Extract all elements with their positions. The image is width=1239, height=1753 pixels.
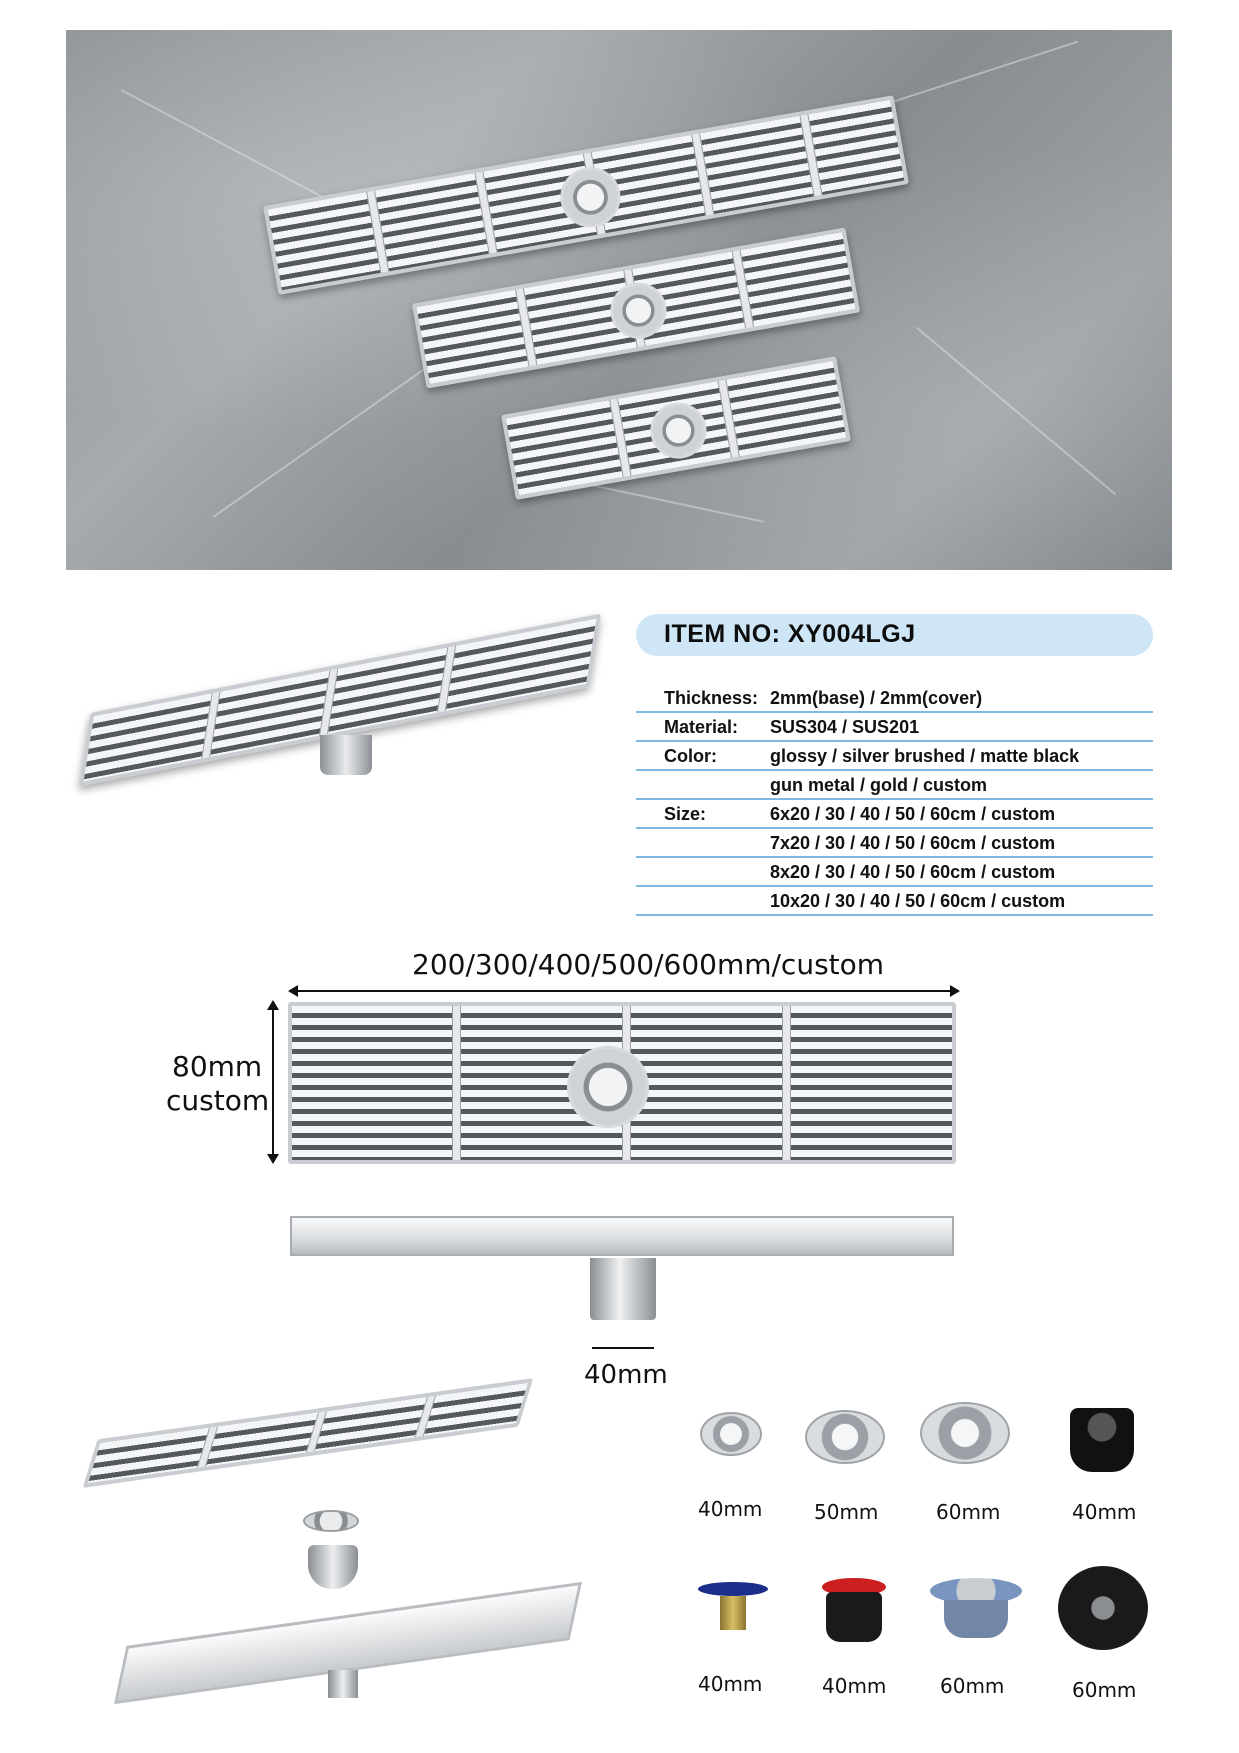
spec-row (636, 771, 1153, 800)
spec-row (636, 713, 1153, 742)
drain-small (501, 356, 851, 500)
length-arrow (290, 990, 958, 992)
core-size-label: 40mm (822, 1674, 887, 1698)
arrow-head-bottom (267, 1154, 279, 1164)
core-size-label: 40mm (1072, 1500, 1137, 1524)
width-dimension-line1: 80mm (172, 1050, 263, 1083)
width-dimension-line2: custom (166, 1084, 270, 1117)
core-size-label: 40mm (698, 1672, 763, 1696)
exploded-view (88, 1390, 578, 1700)
spec-value: gun metal / gold / custom (770, 775, 988, 795)
core-option (700, 1412, 762, 1456)
core-size-label: 50mm (814, 1500, 879, 1524)
core-size-label: 60mm (1072, 1678, 1137, 1702)
drain-side-view (290, 1216, 954, 1256)
spec-value: 8x20 / 30 / 40 / 50 / 60cm / custom (770, 862, 1056, 882)
outlet-arrow (592, 1347, 654, 1349)
spec-label: Material: (664, 717, 739, 737)
core-option (698, 1582, 768, 1632)
core-option (1058, 1566, 1148, 1650)
item-number: ITEM NO: XY004LGJ (664, 620, 916, 648)
drain-iso-view (70, 625, 600, 785)
spec-value: SUS304 / SUS201 (770, 717, 920, 737)
spec-row (636, 684, 1153, 713)
spec-label: Size: (664, 804, 707, 824)
arrow-head-left (288, 985, 298, 997)
width-arrow (272, 1002, 274, 1162)
spec-row (636, 742, 1153, 771)
spec-row (636, 887, 1153, 916)
outlet-pipe (590, 1258, 656, 1320)
core-option (930, 1578, 1022, 1640)
core-size-label: 60mm (940, 1674, 1005, 1698)
spec-label: Thickness: (664, 688, 759, 708)
hero-photo (66, 30, 1172, 570)
arrow-head-top (267, 1000, 279, 1010)
spec-table (636, 684, 1153, 916)
spec-value: 6x20 / 30 / 40 / 50 / 60cm / custom (770, 804, 1056, 824)
spec-value: 10x20 / 30 / 40 / 50 / 60cm / custom (770, 891, 1066, 911)
core-size-label: 60mm (936, 1500, 1001, 1524)
arrow-head-right (950, 985, 960, 997)
length-dimension: 200/300/400/500/600mm/custom (412, 948, 885, 981)
core-option (920, 1402, 1010, 1464)
spec-value: 2mm(base) / 2mm(cover) (770, 688, 983, 708)
spec-row (636, 858, 1153, 887)
spec-row (636, 829, 1153, 858)
spec-value: glossy / silver brushed / matte black (770, 746, 1080, 766)
core-size-label: 40mm (698, 1497, 763, 1521)
outlet-dimension: 40mm (584, 1360, 668, 1390)
core-option (822, 1578, 886, 1644)
core-option (805, 1410, 885, 1464)
spec-label: Color: (664, 746, 717, 766)
core-option (1070, 1408, 1134, 1472)
spec-row (636, 800, 1153, 829)
drain-top-view (288, 1002, 956, 1164)
spec-value: 7x20 / 30 / 40 / 50 / 60cm / custom (770, 833, 1056, 853)
